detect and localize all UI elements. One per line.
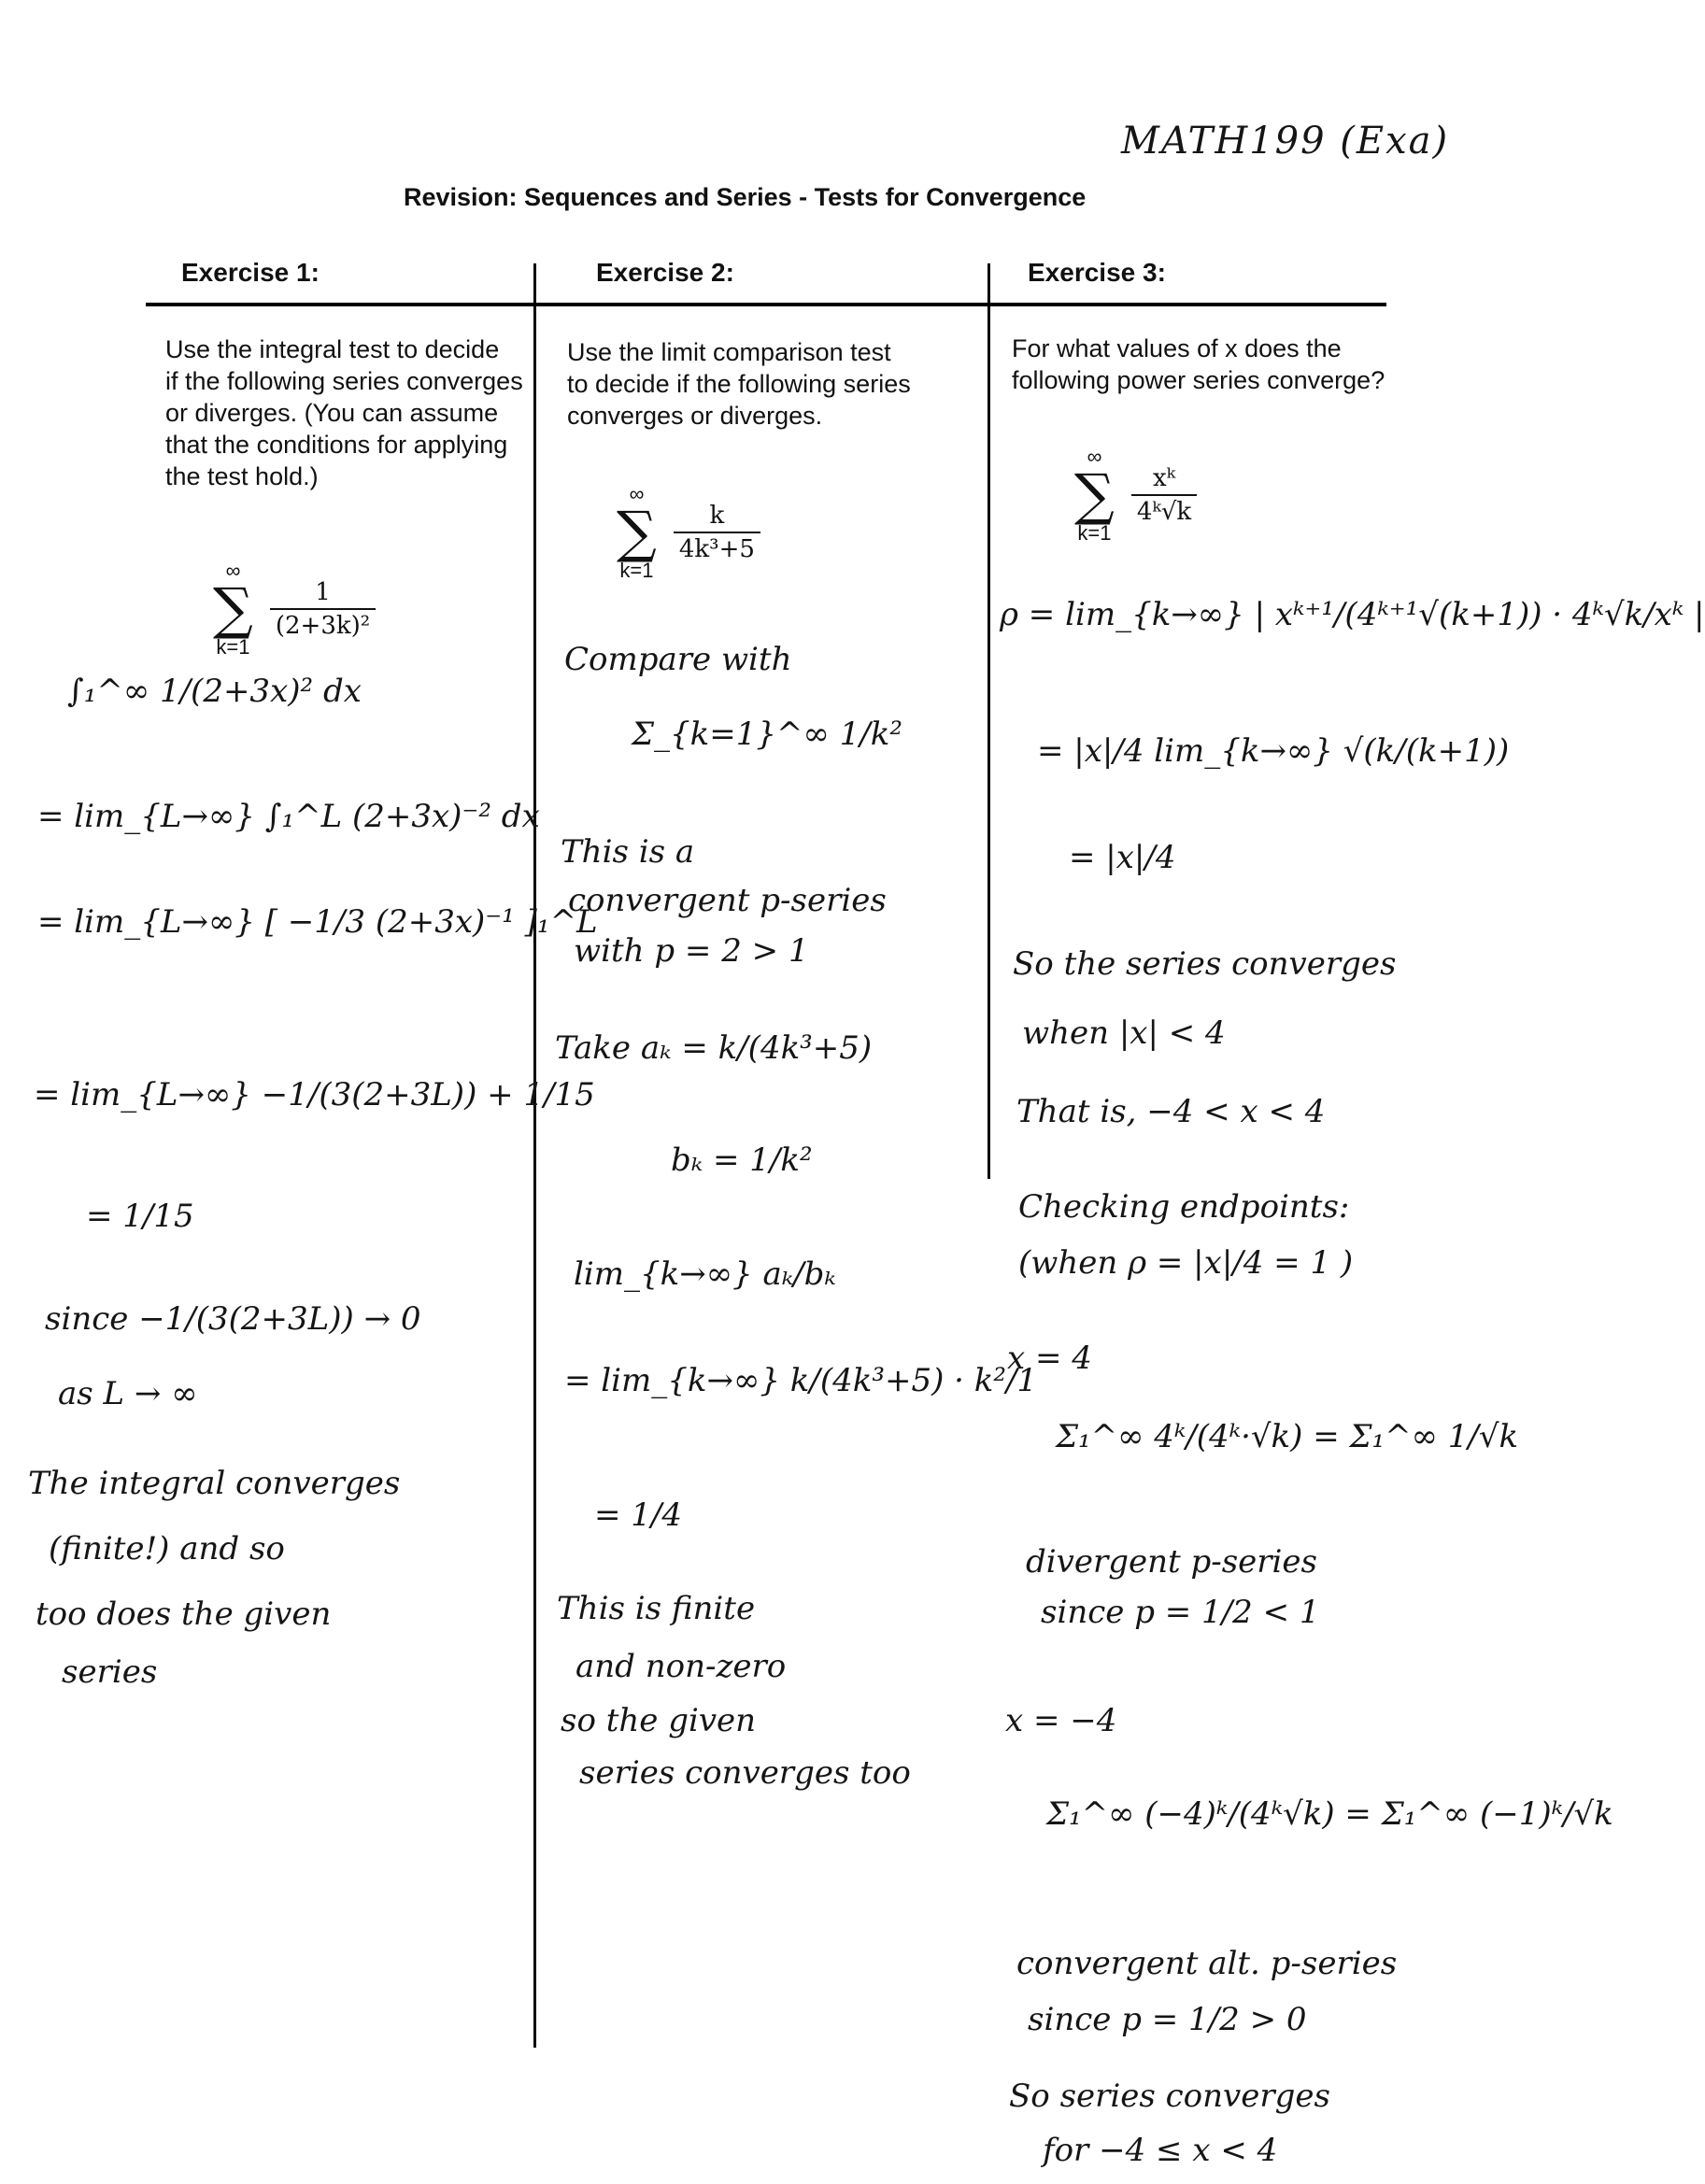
hw-c2-line-8: lim_{k→∞} aₖ/bₖ <box>574 1255 836 1293</box>
hw-c1-line-8: The integral converges <box>28 1465 401 1502</box>
prompt-line: to decide if the following series <box>567 370 911 398</box>
prompt-line: following power series converge? <box>1012 366 1385 394</box>
hw-c1-line-11: series <box>62 1653 158 1691</box>
hw-c3-line-16: since p = 1/2 > 0 <box>1028 2001 1307 2038</box>
hw-c3-line-5: when |x| < 4 <box>1022 1014 1226 1052</box>
hw-c2-line-5: with p = 2 > 1 <box>574 932 809 970</box>
hw-c1-line-7: as L → ∞ <box>58 1375 198 1412</box>
hw-c3-line-11: divergent p-series <box>1026 1543 1317 1581</box>
prompt-line: that the conditions for applying <box>165 431 508 459</box>
prompt-line: Use the integral test to decide <box>165 335 500 363</box>
hw-c1-line-2: = lim_{L→∞} ∫₁^L (2+3x)⁻² dx <box>37 798 540 835</box>
exercise-2-prompt <box>567 336 959 432</box>
hw-c1-line-9: (finite!) and so <box>49 1530 285 1567</box>
exercise-3-heading: Exercise 3: <box>1028 258 1166 287</box>
hw-c1-line-10: too does the given <box>36 1595 332 1633</box>
hw-c3-line-17: So series converges <box>1009 2078 1330 2115</box>
hw-c1-line-3: = lim_{L→∞} [ −1/3 (2+3x)⁻¹ ]₁^L <box>37 903 598 941</box>
hw-c2-line-6: Take aₖ = k/(4k³+5) <box>555 1029 873 1067</box>
hw-c3-line-9: x = 4 <box>1007 1340 1092 1377</box>
column-divider-1 <box>533 263 536 2048</box>
hw-c3-line-18: for −4 ≤ x < 4 <box>1043 2132 1278 2169</box>
hw-c3-line-1: ρ = lim_{k→∞} | xᵏ⁺¹/(4ᵏ⁺¹√(k+1)) · 4ᵏ√k/xᵏ | <box>1000 596 1705 633</box>
hw-c2-line-7: bₖ = 1/k² <box>671 1142 813 1179</box>
hw-c2-line-4: convergent p-series <box>568 882 887 919</box>
hw-c3-line-12: since p = 1/2 < 1 <box>1041 1594 1320 1631</box>
hw-c1-line-4: = lim_{L→∞} −1/(3(2+3L)) + 1/15 <box>34 1076 595 1113</box>
hw-c3-line-7: Checking endpoints: <box>1018 1188 1350 1226</box>
prompt-line: converges or diverges. <box>567 402 823 430</box>
prompt-line: Use the limit comparison test <box>567 338 891 366</box>
exercise-1-heading: Exercise 1: <box>181 258 320 287</box>
prompt-line: or diverges. (You can assume <box>165 399 499 427</box>
hw-c2-line-12: and non-zero <box>575 1648 787 1685</box>
exercise-1-prompt <box>165 333 530 492</box>
hw-c2-line-13: so the given <box>561 1702 757 1739</box>
prompt-line: if the following series converges <box>165 367 523 395</box>
sigma-symbol: ∞ ∑ k=1 <box>617 482 657 582</box>
hw-c2-line-3: This is a <box>561 833 695 871</box>
exercise-2-series <box>617 484 760 581</box>
series-term: $\frac{1}{\text{(2+3k)²}}$ <box>270 578 376 640</box>
exercise-3-prompt <box>1012 333 1404 396</box>
hw-c3-line-14: Σ₁^∞ (−4)ᵏ/(4ᵏ√k) = Σ₁^∞ (−1)ᵏ/√k <box>1046 1795 1613 1833</box>
page-title: Revision: Sequences and Series - Tests for Convergence <box>404 183 1087 211</box>
hw-c3-line-15: convergent alt. p-series <box>1016 1945 1398 1982</box>
header-rule <box>146 303 1386 306</box>
hw-c2-line-9: = lim_{k→∞} k/(4k³+5) · k²/1 <box>564 1362 1038 1399</box>
hw-c1-line-6: since −1/(3(2+3L)) → 0 <box>45 1300 421 1338</box>
prompt-line: For what values of x does the <box>1012 334 1342 362</box>
hw-c3-line-8: (when ρ = |x|/4 = 1 ) <box>1018 1244 1354 1282</box>
series-term: $\frac{k}{\text{4k³+5}}$ <box>674 502 760 563</box>
hw-c3-line-3: = |x|/4 <box>1069 839 1176 876</box>
hw-c2-line-11: This is finite <box>557 1590 756 1627</box>
sigma-symbol: ∞ ∑ k=1 <box>1074 445 1115 545</box>
hw-c2-line-1: Compare with <box>564 641 792 678</box>
hw-c1-line-5: = 1/15 <box>86 1198 194 1235</box>
hw-c2-line-2: Σ_{k=1}^∞ 1/k² <box>632 716 902 753</box>
hw-c3-line-2: = |x|/4 lim_{k→∞} √(k/(k+1)) <box>1037 732 1510 770</box>
column-divider-2 <box>987 263 990 1179</box>
exercise-2-heading: Exercise 2: <box>596 258 734 287</box>
hw-c2-line-10: = 1/4 <box>594 1496 683 1534</box>
sigma-symbol: ∞ ∑ k=1 <box>213 559 253 659</box>
hw-c3-line-6: That is, −4 < x < 4 <box>1016 1093 1326 1130</box>
prompt-line: the test hold.) <box>165 462 319 490</box>
hw-c1-line-1: ∫₁^∞ 1/(2+3x)² dx <box>67 673 362 710</box>
hw-c3-line-4: So the series converges <box>1013 945 1397 983</box>
series-term: $\frac{\text{xᵏ}}{\text{4ᵏ√k}}$ <box>1131 464 1197 526</box>
hw-c3-line-10: Σ₁^∞ 4ᵏ/(4ᵏ·√k) = Σ₁^∞ 1/√k <box>1056 1418 1519 1455</box>
exercise-1-series <box>213 560 376 658</box>
exercise-3-series <box>1074 447 1197 544</box>
course-note: MATH199 (Exa) <box>1121 120 1450 163</box>
hw-c2-line-14: series converges too <box>579 1754 911 1792</box>
hw-c3-line-13: x = −4 <box>1005 1702 1117 1739</box>
